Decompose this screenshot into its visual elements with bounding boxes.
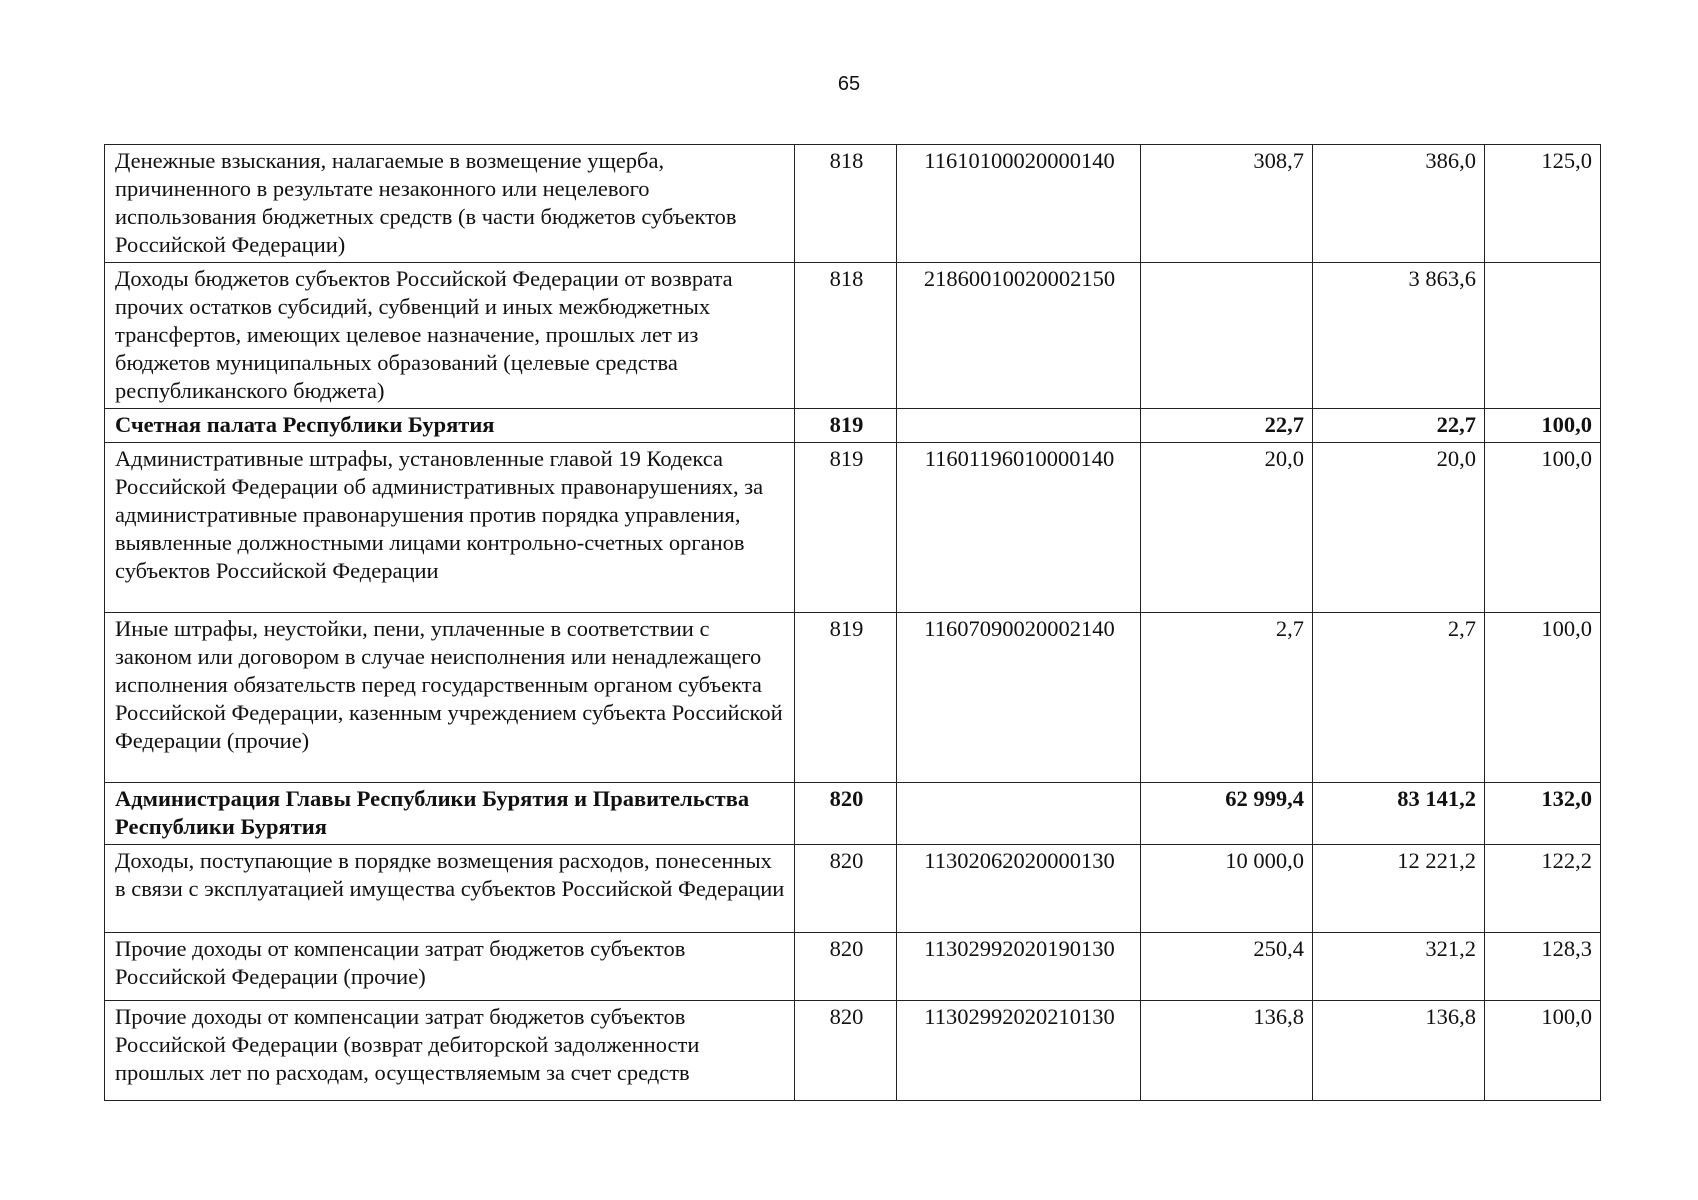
row-percent: 128,3: [1485, 933, 1601, 1001]
row-plan: 250,4: [1141, 933, 1313, 1001]
row-admin-code: 819: [795, 443, 897, 613]
row-plan: 22,7: [1141, 409, 1313, 443]
table-row: [105, 613, 1601, 783]
row-budget-code: 11610100020000140: [897, 145, 1141, 263]
row-admin-code: 820: [795, 933, 897, 1001]
row-percent: 100,0: [1485, 613, 1601, 783]
row-name: Доходы бюджетов субъектов Российской Федерации от возврата прочих остатков субсидий, субвенций и иных межбюджетных трансфертов, имеющих целевое назначение, прошлых лет из бюджетов муниципальных образований (целевые средства республиканского бюджета): [105, 263, 795, 409]
row-admin-code: 820: [795, 845, 897, 933]
row-admin-code: 819: [795, 613, 897, 783]
row-fact: 321,2: [1313, 933, 1485, 1001]
page-number: 65: [837, 73, 861, 95]
row-budget-code: [897, 409, 1141, 443]
row-name: Доходы, поступающие в порядке возмещения расходов, понесенных в связи с эксплуатацией имущества субъектов Российской Федерации: [105, 845, 795, 933]
table-row: [105, 443, 1601, 613]
table-group-row: [105, 783, 1601, 845]
table-row: [105, 933, 1601, 1001]
row-name: Администрация Главы Республики Бурятия и Правительства Республики Бурятия: [105, 783, 795, 845]
row-percent: 125,0: [1485, 145, 1601, 263]
row-fact: 20,0: [1313, 443, 1485, 613]
row-plan: 2,7: [1141, 613, 1313, 783]
row-budget-code: 21860010020002150: [897, 263, 1141, 409]
row-admin-code: 820: [795, 1001, 897, 1101]
row-name: Административные штрафы, установленные главой 19 Кодекса Российской Федерации об административных правонарушениях, за административные правонарушения против порядка управления, выявленные должностными лицами контрольно-счетных органов субъектов Российской Федерации: [105, 443, 795, 613]
row-fact: 12 221,2: [1313, 845, 1485, 933]
revenue-table: [104, 144, 1601, 1101]
row-name: Денежные взыскания, налагаемые в возмещение ущерба, причиненного в результате незаконного или нецелевого использования бюджетных средств (в части бюджетов субъектов Российской Федерации): [105, 145, 795, 263]
row-budget-code: 11302062020000130: [897, 845, 1141, 933]
row-budget-code: 11302992020190130: [897, 933, 1141, 1001]
row-percent: 100,0: [1485, 1001, 1601, 1101]
row-fact: 136,8: [1313, 1001, 1485, 1101]
row-percent: 132,0: [1485, 783, 1601, 845]
table-group-row: [105, 409, 1601, 443]
row-admin-code: 819: [795, 409, 897, 443]
row-plan: 10 000,0: [1141, 845, 1313, 933]
row-budget-code: 11601196010000140: [897, 443, 1141, 613]
table-row: [105, 845, 1601, 933]
table-row: [105, 263, 1601, 409]
row-percent: 100,0: [1485, 443, 1601, 613]
row-plan: 308,7: [1141, 145, 1313, 263]
row-plan: 20,0: [1141, 443, 1313, 613]
row-plan: [1141, 263, 1313, 409]
row-budget-code: 11302992020210130: [897, 1001, 1141, 1101]
row-percent: [1485, 263, 1601, 409]
row-name: Иные штрафы, неустойки, пени, уплаченные в соответствии с законом или договором в случае неисполнения или ненадлежащего исполнения обязательств перед государственным органом субъекта Российской Федерации, казенным учреждением субъекта Российской Федерации (прочие): [105, 613, 795, 783]
row-fact: 386,0: [1313, 145, 1485, 263]
row-name: Счетная палата Республики Бурятия: [105, 409, 795, 443]
row-plan: 136,8: [1141, 1001, 1313, 1101]
row-fact: 22,7: [1313, 409, 1485, 443]
table-row: [105, 1001, 1601, 1101]
row-percent: 122,2: [1485, 845, 1601, 933]
table-row: [105, 145, 1601, 263]
row-fact: 2,7: [1313, 613, 1485, 783]
row-admin-code: 818: [795, 145, 897, 263]
row-admin-code: 820: [795, 783, 897, 845]
row-budget-code: 11607090020002140: [897, 613, 1141, 783]
row-admin-code: 818: [795, 263, 897, 409]
row-name: Прочие доходы от компенсации затрат бюджетов субъектов Российской Федерации (прочие): [105, 933, 795, 1001]
row-fact: 83 141,2: [1313, 783, 1485, 845]
row-budget-code: [897, 783, 1141, 845]
row-percent: 100,0: [1485, 409, 1601, 443]
row-fact: 3 863,6: [1313, 263, 1485, 409]
row-plan: 62 999,4: [1141, 783, 1313, 845]
row-name: Прочие доходы от компенсации затрат бюджетов субъектов Российской Федерации (возврат дебиторской задолженности прошлых лет по расходам, осуществляемым за счет средств: [105, 1001, 795, 1101]
